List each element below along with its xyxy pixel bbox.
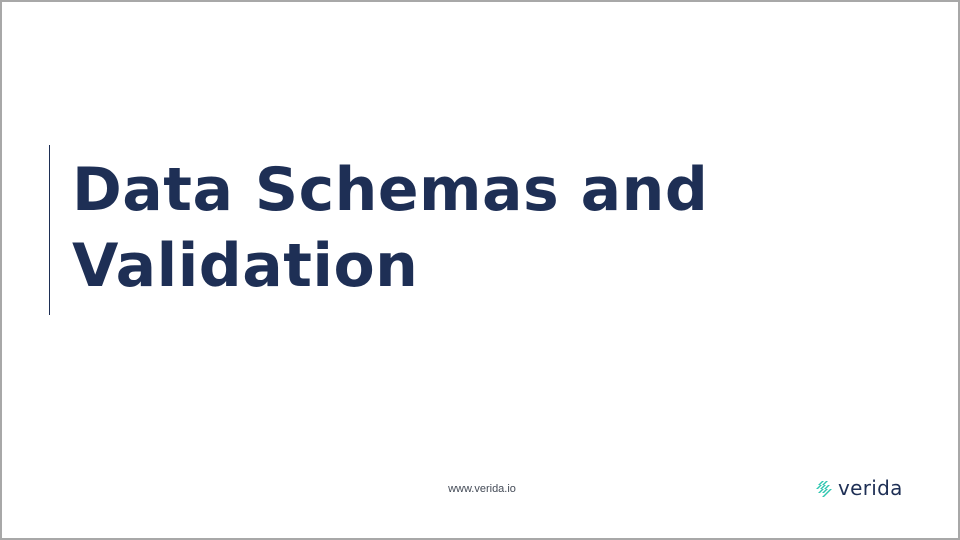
verida-logo-icon [816, 479, 834, 497]
footer-website-link[interactable]: www.verida.io [448, 483, 516, 495]
verida-logo [816, 476, 903, 500]
slide-title [72, 152, 852, 304]
slide-title-line-2: Validation [72, 231, 419, 301]
verida-logo-text: verida [838, 476, 903, 500]
title-accent-rule [49, 145, 50, 315]
slide-title-line-1: Data Schemas and [72, 155, 709, 225]
